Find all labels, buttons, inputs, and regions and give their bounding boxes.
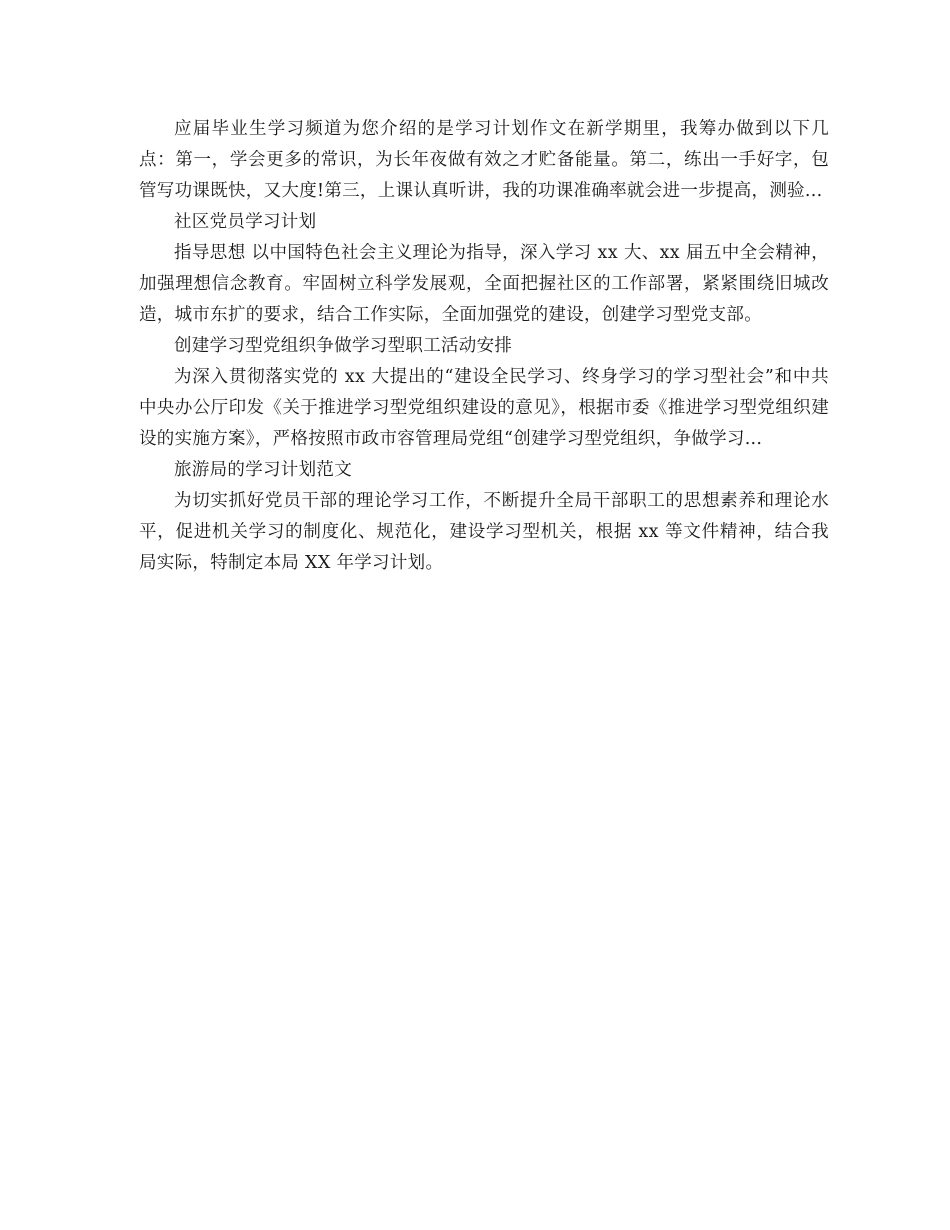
heading-learning-organization: 创建学习型党组织争做学习型职工活动安排 — [174, 336, 513, 356]
paragraph-tourism-bureau: 为切实抓好党员干部的理论学习工作，不断提升全局干部职工的思想素养和理论水平，促进机关学习的制度化、规范化，建设学习型机关，根据 xx 等文件精神，结合我局实际，特制定本局 XX 年学习计划。 — [139, 491, 829, 573]
paragraph-guiding-thought: 指导思想 以中国特色社会主义理论为指导，深入学习 xx 大、xx 届五中全会精神，加强理想信念教育。牢固树立科学发展观，全面把握社区的工作部署，紧紧围绕旧城改造，城市东扩的要求，结合工作实际，全面加强党的建设，创建学习型党支部。 — [139, 243, 829, 325]
paragraph-learning-organization: 为深入贯彻落实党的 xx 大提出的“建设全民学习、终身学习的学习型社会”和中共中央办公厅印发《关于推进学习型党组织建设的意见》，根据市委《推进学习型党组织建设的实施方案》，严格按照市政市容管理局党组“创建学习型党组织，争做学习... — [139, 367, 829, 449]
heading-community-party-plan: 社区党员学习计划 — [174, 212, 317, 232]
heading-tourism-bureau-plan: 旅游局的学习计划范文 — [174, 460, 352, 480]
paragraph-intro: 应届毕业生学习频道为您介绍的是学习计划作文在新学期里，我筹办做到以下几点：第一，学会更多的常识，为长年夜做有效之才贮备能量。第二，练出一手好字，包管写功课既快，又大度!第三，上课认真听讲，我的功课准确率就会进一步提高，测验... — [139, 119, 829, 201]
document-page — [139, 114, 829, 579]
